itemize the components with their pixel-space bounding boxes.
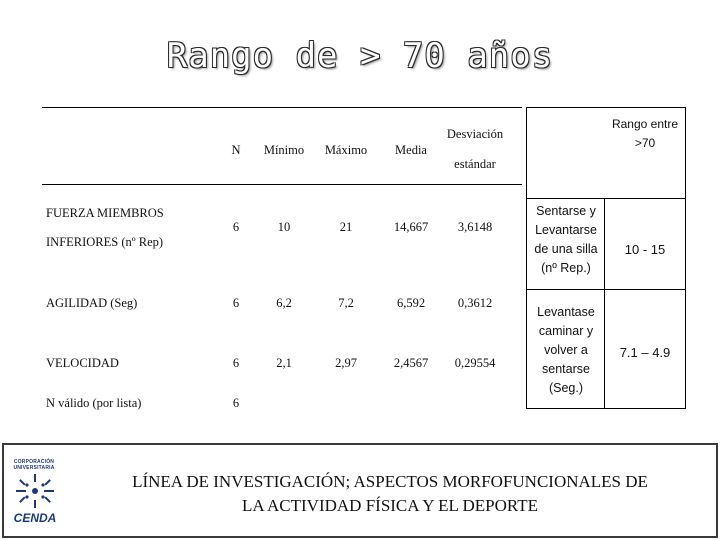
range-header-line2: >70 <box>634 136 656 150</box>
row1-sd: 3,6148 <box>457 220 493 234</box>
header-n: N <box>231 143 241 157</box>
range-table-border-right <box>685 107 686 409</box>
row2-n: 6 <box>232 296 240 310</box>
table-top-rule <box>42 107 522 108</box>
range-table-border-bottom <box>526 408 686 409</box>
row1-max: 21 <box>339 220 353 234</box>
range-value-2: 7.1 – 4.9 <box>619 345 671 360</box>
row4-n: 6 <box>232 396 240 410</box>
row-label-velocidad: VELOCIDAD <box>46 356 119 370</box>
range-test-2-line: (Seg.) <box>548 381 584 395</box>
range-test-2-line: Levantase <box>537 305 595 319</box>
range-test-1-line: de una silla <box>534 242 598 256</box>
range-header-line1: Rango entre <box>611 117 679 131</box>
row-label-n-valido: N válido (por lista) <box>46 396 142 410</box>
range-test-1 <box>528 202 604 278</box>
row1-n: 6 <box>232 220 240 234</box>
range-test-2-line: volver a <box>544 343 588 357</box>
range-test-2-line: caminar y <box>538 324 594 338</box>
footer-title <box>80 470 700 518</box>
range-test-1-line: (nº Rep.) <box>541 261 591 275</box>
range-table-border-top <box>526 107 686 108</box>
row2-max: 7,2 <box>338 296 354 310</box>
row1-mean: 14,667 <box>393 220 429 234</box>
row1-min: 10 <box>277 220 291 234</box>
range-value-1: 10 - 15 <box>624 242 666 257</box>
row-label-fuerza-2: INFERIORES (nº Rep) <box>46 235 164 249</box>
row-label-fuerza-1: FUERZA MIEMBROS <box>46 206 164 220</box>
range-test-1-line: Levantarse <box>535 223 597 237</box>
footer-line2: LA ACTIVIDAD FÍSICA Y EL DEPORTE <box>241 496 538 515</box>
row2-min: 6,2 <box>276 296 292 310</box>
row3-mean: 2,4567 <box>393 356 429 370</box>
logo-caption-line2: UNIVERSITARIA <box>13 465 55 471</box>
row3-min: 2,1 <box>276 356 292 370</box>
logo-caption-line1: CORPORACIÓN <box>13 459 55 465</box>
range-table-row-divider-1 <box>526 198 686 199</box>
range-header <box>606 115 684 153</box>
range-test-2 <box>528 303 604 398</box>
row-label-agilidad: AGILIDAD (Seg) <box>46 296 138 310</box>
range-table-row-divider-2 <box>526 289 686 290</box>
header-sd-line1: Desviación <box>446 127 504 141</box>
slide-title: Rango de > 70 años <box>166 36 554 76</box>
logo-caption <box>4 459 64 471</box>
header-sd-line2: estándar <box>454 157 496 171</box>
range-table-border-left <box>526 107 527 409</box>
row3-sd: 0,29554 <box>454 356 496 370</box>
cenda-logo-icon <box>14 473 56 509</box>
table-header-rule <box>42 184 522 185</box>
header-mean: Media <box>395 143 427 157</box>
range-table-col-divider <box>604 198 605 409</box>
row2-mean: 6,592 <box>396 296 426 310</box>
logo-name: CENDA <box>13 511 57 525</box>
footer-line1: LÍNEA DE INVESTIGACIÓN; ASPECTOS MORFOFUNCIONALES DE <box>132 472 648 491</box>
header-min: Mínimo <box>263 143 305 157</box>
header-max: Máximo <box>324 143 368 157</box>
row3-max: 2,97 <box>335 356 357 370</box>
range-test-1-line: Sentarse y <box>536 204 596 218</box>
range-test-2-line: sentarse <box>542 362 590 376</box>
row3-n: 6 <box>232 356 240 370</box>
row2-sd: 0,3612 <box>457 296 493 310</box>
